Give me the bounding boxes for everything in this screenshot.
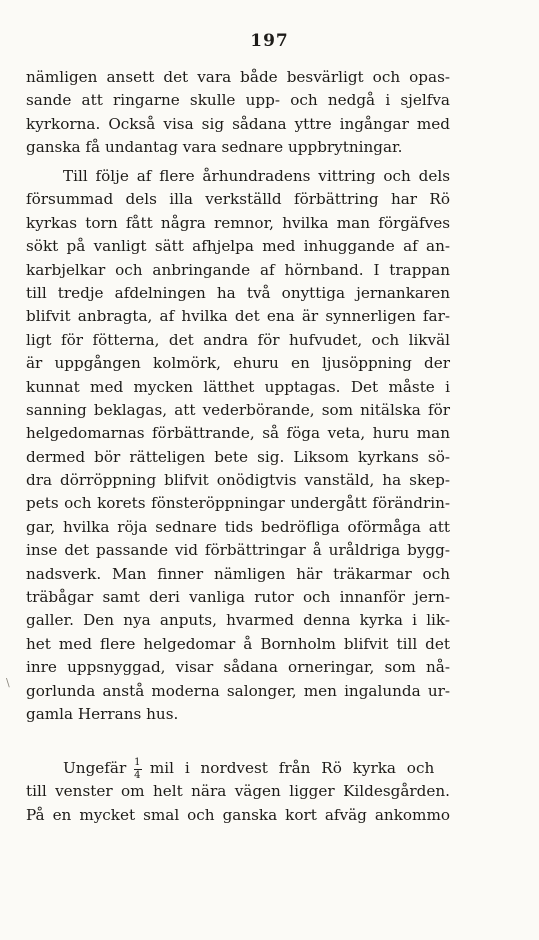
text-line: helgedomarnas förbättrande, så föga veta, huru man [26, 424, 450, 443]
text-line: sande att ringarne skulle upp- och nedgå i sjelfva [26, 91, 450, 110]
text-line: ganska få undantag vara sednare uppbrytningar. [26, 138, 403, 157]
text-line: gar, hvilka röja sednare tids bedröfliga oförmåga att [26, 517, 450, 536]
text-line: försummad dels illa verkställd förbättring har Rö [26, 190, 450, 209]
text-line: till venster om helt nära vägen ligger Kildesgården. [26, 782, 450, 801]
fraction-denominator: 4 [134, 769, 141, 781]
text-line: gamla Herrans hus. [26, 704, 179, 723]
paragraph-1 [26, 66, 450, 160]
text-line: ligt för fötterna, det andra för hufvudet, och likväl [26, 330, 450, 349]
text-line: nämligen ansett det vara både besvärligt och opas- [26, 68, 450, 86]
text-line: På en mycket smal och ganska kort afväg ankommo [26, 805, 450, 824]
text-line: kyrkorna. Också visa sig sådana yttre ingångar med [26, 114, 450, 133]
text-line: inre uppsnyggad, visar sådana orneringar, som nå- [26, 658, 450, 677]
fraction-one-quarter [134, 758, 142, 781]
text-line: galler. Den nya anputs, hvarmed denna kyrka i lik- [26, 611, 450, 630]
text-line: dermed bör rätteligen bete sig. Liksom kyrkans sö- [26, 447, 450, 466]
page-number: 197 [250, 31, 289, 51]
text-line: kunnat med mycken lätthet upptagas. Det måste i [26, 377, 450, 396]
text-line: pets och korets fönsteröppningar undergått förändrin- [26, 494, 450, 513]
text-line [26, 757, 450, 780]
text-line: inse det passande vid förbättringar å uråldriga bygg- [26, 541, 450, 560]
text-segment: Ungefär [63, 759, 127, 777]
paragraph-3 [26, 757, 450, 827]
text-line: Till följe af flere århundradens vittring och dels [63, 167, 450, 185]
paragraph-2 [26, 165, 450, 726]
text-line: sökt på vanligt sätt afhjelpa med inhuggande af an- [26, 237, 450, 256]
text-line: dra dörröppning blifvit onödigtvis vanstäld, ha skep- [26, 471, 450, 490]
text-line: sanning beklagas, att vederbörande, som nitälska för [26, 400, 450, 419]
text-line: gorlunda anstå moderna salonger, men ingalunda ur- [26, 681, 450, 700]
fraction-numerator: 1 [134, 756, 141, 768]
text-line: blifvit anbragta, af hvilka det ena är synnerligen far- [26, 307, 450, 326]
text-line: het med flere helgedomar å Bornholm blifvit till det [26, 634, 450, 653]
text-line: är uppgången kolmörk, ehuru en ljusöppning der [26, 354, 450, 373]
text-segment: mil i nordvest från Rö kyrka och [149, 759, 435, 777]
text-line: nadsverk. Man finner nämligen här träkarmar och [26, 564, 450, 583]
text-line: kyrkas torn fått några remnor, hvilka man förgäfves [26, 213, 450, 232]
text-line: karbjelkar och anbringande af hörnband. I trappan [26, 260, 450, 279]
text-line: träbågar samt deri vanliga rutor och innanför jern- [26, 588, 450, 607]
text-line: till tredje afdelningen ha två onyttiga jernankaren [26, 283, 450, 302]
margin-mark: \ [6, 676, 10, 689]
